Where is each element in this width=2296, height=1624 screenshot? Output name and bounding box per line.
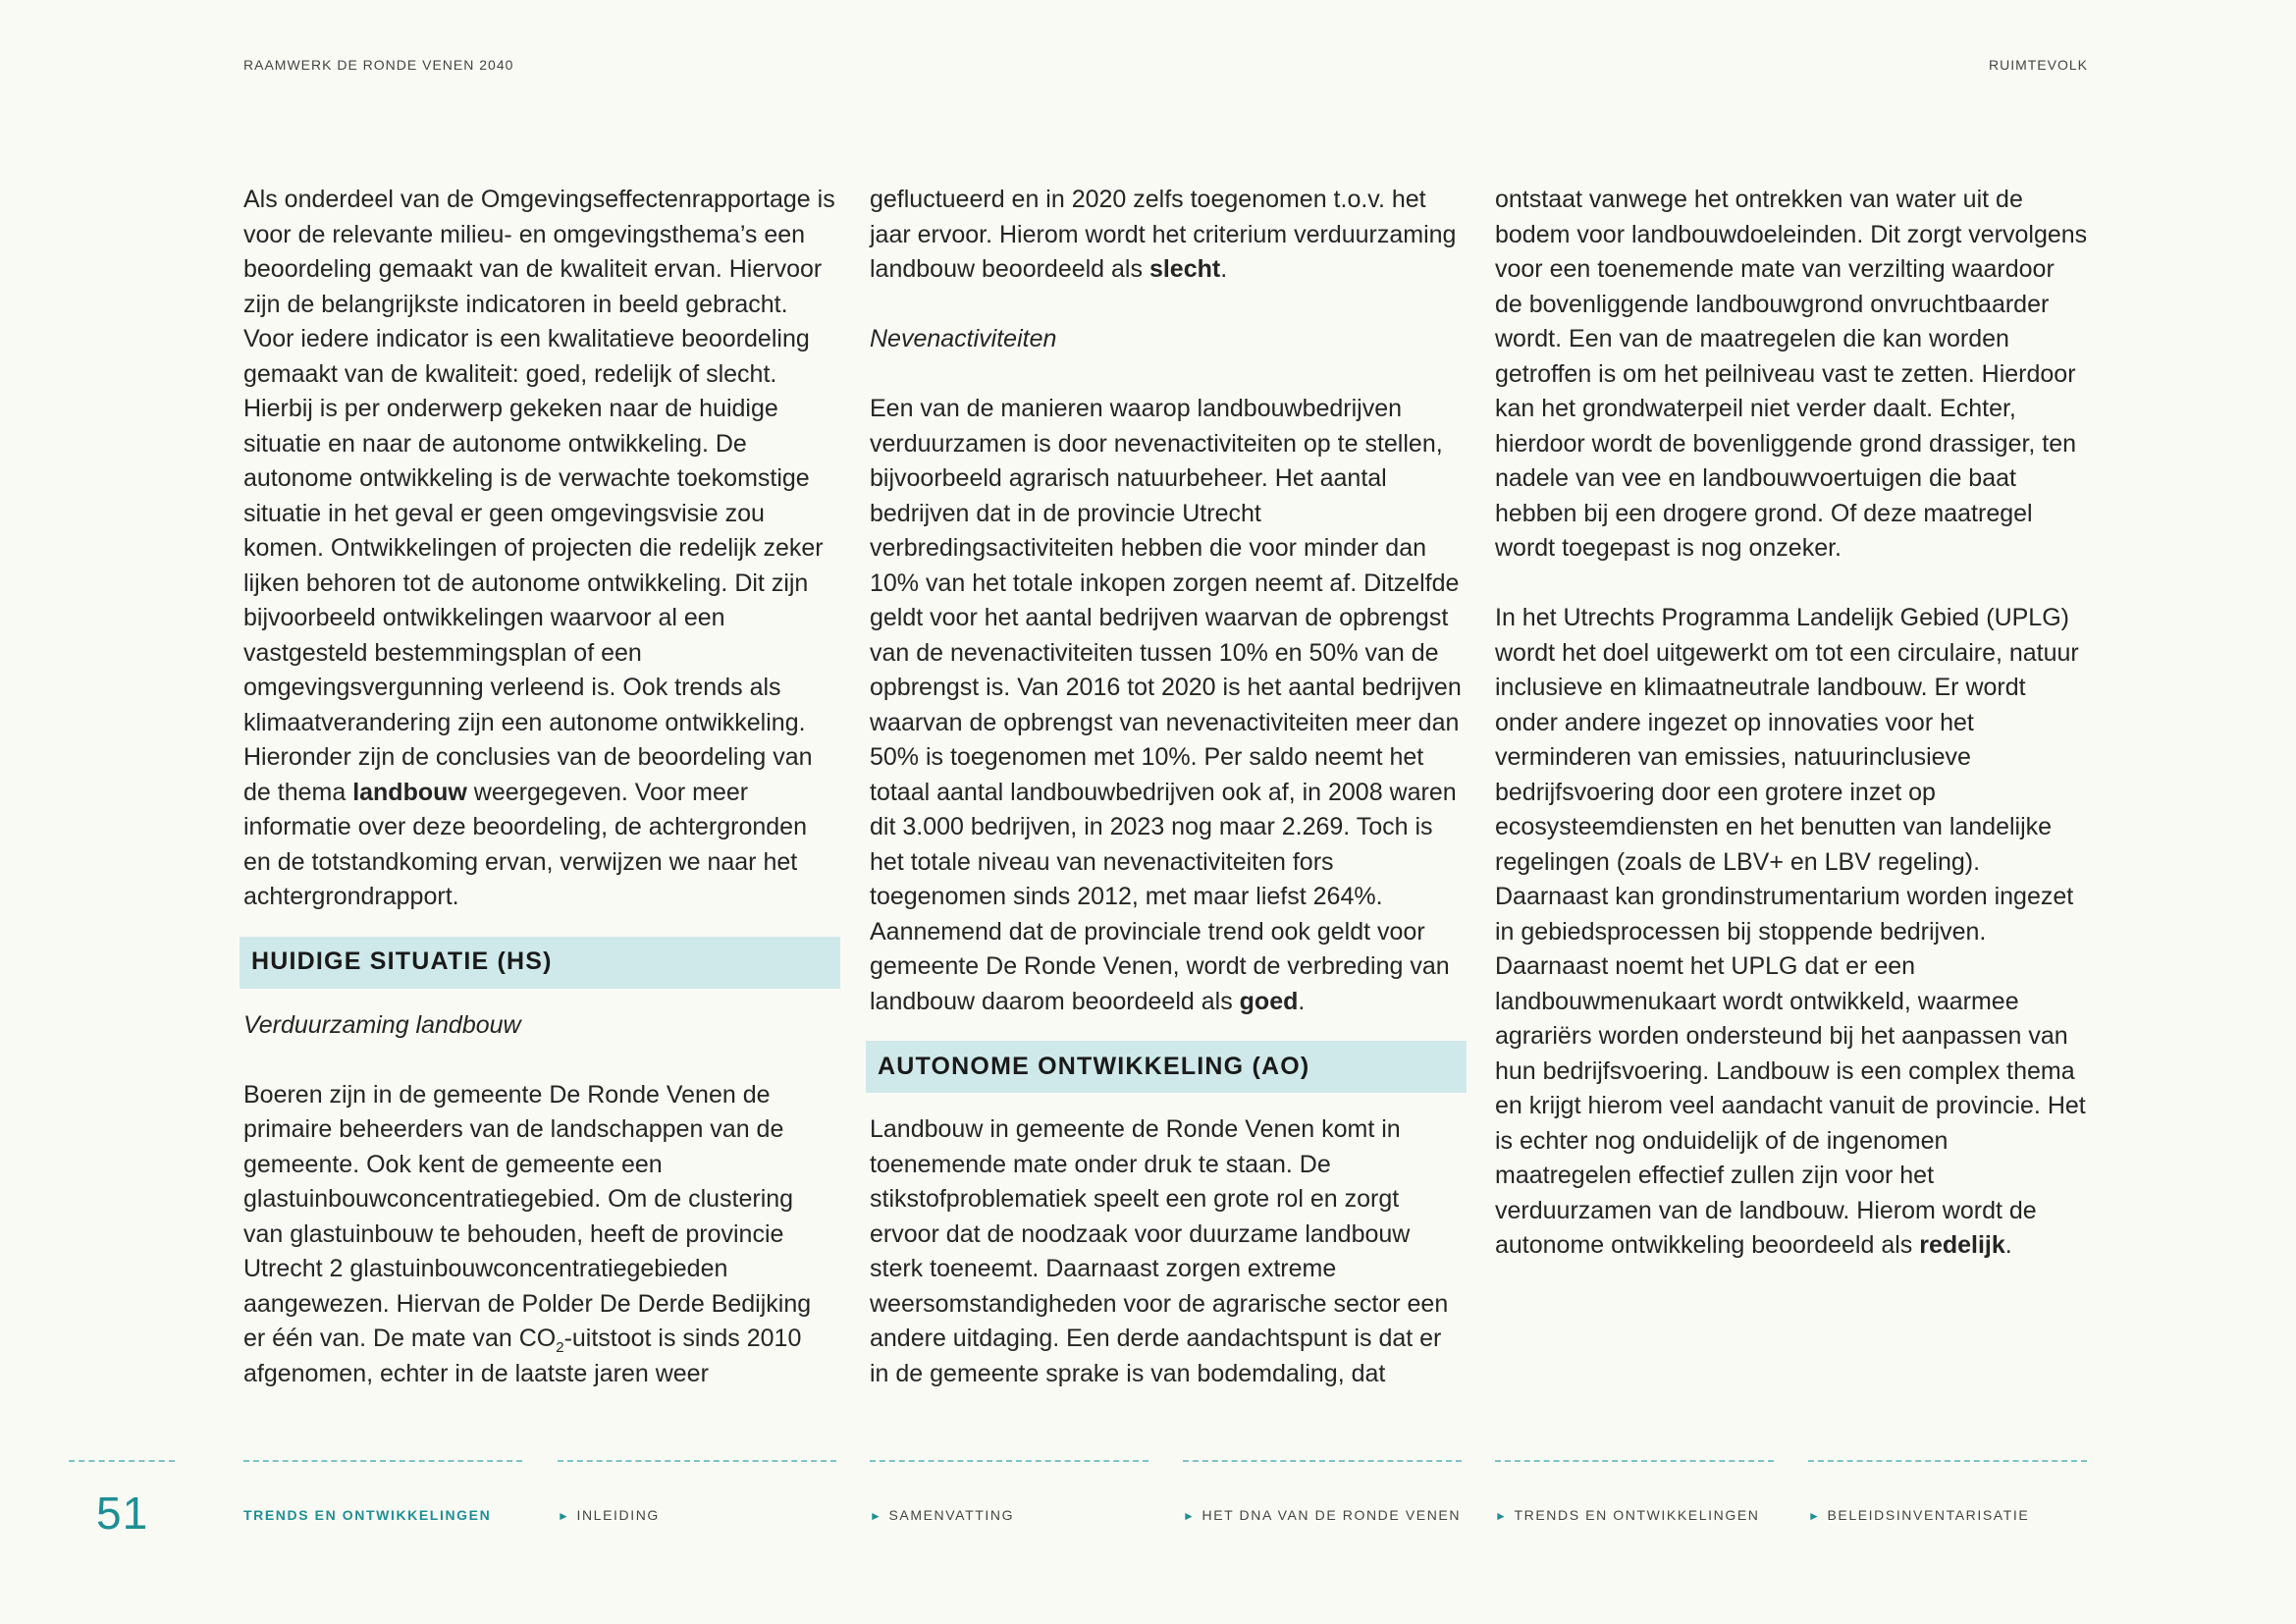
highlight-landbouw: landbouw <box>352 778 467 806</box>
paragraph-landbouw-druk: Landbouw in gemeente de Ronde Venen komt in toenemende mate onder druk te staan. De stikstofproblematiek speelt een grote rol en zorgt ervoor dat de noodzaak voor duurzame landbouw sterk toeneemt. Daarnaast zorgen extreme weersomstandigheden voor de agrarische sector een andere uitdaging. Een derde aandachtspunt is dat er in de gemeente sprake is van bodemdaling, dat <box>870 1115 1449 1387</box>
footer-divider <box>870 1460 1148 1462</box>
nav-link-inleiding[interactable]: ► INLEIDING <box>558 1507 660 1523</box>
arrow-right-icon: ► <box>1495 1509 1509 1523</box>
subscript-2: 2 <box>556 1339 564 1356</box>
paragraph-boeren: Boeren zijn in de gemeente De Ronde Venen de primaire beheerders van de landschappen van de gemeente. Ook kent de gemeente een glastuinbouwconcentratiegebied. Om de clustering van glastuinbouw te behouden, heeft de provincie Utrecht 2 glastuinbouwconcentratiegebieden aangewezen. Hiervan de Polder De Derde Bedijking er één van. De mate van $CO_2$-uitstoot is sinds 2010 afgenomen, echter in de laatste jaren weer <box>243 1080 812 1387</box>
text-column-3 <box>1495 183 2088 1264</box>
paragraph-co2-continued: gefluctueerd en in 2020 zelfs toegenomen t.o.v. het jaar ervoor. Hierom wordt het criterium verduurzaming landbouw beoordeeld als slecht. <box>870 186 1457 283</box>
subheading-verduurzaming: Verduurzaming landbouw <box>243 1010 521 1039</box>
current-section-label: TRENDS EN ONTWIKKELINGEN <box>243 1507 492 1523</box>
page-number: 51 <box>96 1488 149 1539</box>
footer-divider <box>1495 1460 1774 1462</box>
footer-divider <box>243 1460 522 1462</box>
rating-slecht: slecht <box>1148 255 1221 283</box>
intro-paragraph: Als onderdeel van de Omgevingseffectenrapportage is voor de relevante milieu- en omgevingsthema’s een beoordeling gemaakt van de kwaliteit ervan. Hiervoor zijn de belangrijkste indicatoren in beeld gebracht. Voor iedere indicator is een kwalitatieve beoordeling gemaakt van de kwaliteit: goed, redelijk of slecht. Hierbij is per onderwerp gekeken naar de huidige situatie en naar de autonome ontwikkeling. De autonome ontwikkeling is de verwachte toekomstige situatie in het geval er geen omgevingsvisie zou komen. Ontwikkelingen of projecten die redelijk zeker lijken behoren tot de autonome ontwikkeling. Dit zijn bijvoorbeeld ontwikkelingen waarvoor al een vastgesteld bestemmingsplan of een omgevingsvergunning verleend is. Ook trends als klimaatverandering zijn een autonome ontwikkeling. Hieronder zijn de conclusies van de beoordeling van de thema landbouw weergegeven. Voor meer informatie over deze beoordeling, de achtergronden en de totstandkoming ervan, verwijzen we naar het achtergrondrapport. <box>243 186 835 910</box>
paragraph-bodemdaling: ontstaat vanwege het ontrekken van water uit de bodem voor landbouwdoeleinden. Dit zorgt vervolgens voor een toenemende mate van verzilting waardoor de bovenliggende landbouwgrond onvruchtbaarder wordt. Een van de maatregelen die kan worden getroffen is om het peilniveau vast te zetten. Hierdoor kan het grondwaterpeil niet verder daalt. Echter, hierdoor wordt de bovenliggende grond drassiger, ten nadele van vee en landbouwvoertuigen die baat hebben bij een drogere grond. Of deze maatregel wordt toegepast is nog onzeker. <box>1495 186 2088 562</box>
nav-link-dna[interactable]: ► HET DNA VAN DE RONDE VENEN <box>1183 1507 1462 1523</box>
arrow-right-icon: ► <box>558 1509 571 1523</box>
text-column-1 <box>243 183 836 1391</box>
nav-link-samenvatting[interactable]: ► SAMENVATTING <box>870 1507 1015 1523</box>
arrow-right-icon: ► <box>1183 1509 1197 1523</box>
footer-divider <box>1808 1460 2087 1462</box>
section-heading-current-situation: HUIDIGE SITUATIE (HS) <box>240 937 840 989</box>
footer-divider <box>69 1460 175 1462</box>
rating-goed: goed <box>1239 987 1299 1015</box>
arrow-right-icon: ► <box>870 1509 883 1523</box>
subheading-nevenactiviteiten: Nevenactiviteiten <box>870 325 1057 352</box>
running-header-publisher: RUIMTEVOLK <box>1988 57 2088 73</box>
section-heading-autonomous-development: AUTONOME ONTWIKKELING (AO) <box>866 1041 1467 1093</box>
running-header-title: RAAMWERK DE RONDE VENEN 2040 <box>243 57 514 73</box>
footer-divider <box>1183 1460 1462 1462</box>
arrow-right-icon: ► <box>1808 1509 1822 1523</box>
rating-redelijk: redelijk <box>1919 1231 2005 1259</box>
paragraph-uplg: In het Utrechts Programma Landelijk Gebied (UPLG) wordt het doel uitgewerkt om tot een circulaire, natuur inclusieve en klimaatneutrale landbouw. Er wordt onder andere ingezet op innovaties voor het verminderen van emissies, natuurinclusieve bedrijfsvoering door een grotere inzet op ecosysteemdiensten en het benutten van landelijke regelingen (zoals de LBV+ en LBV regeling). Daarnaast kan grondinstrumentarium worden ingezet in gebiedsprocessen bij stoppende bedrijven. Daarnaast noemt het UPLG dat er een landbouwmenukaart wordt ontwikkeld, waarmee agrariërs worden ondersteund bij het aanpassen van hun bedrijfsvoering. Landbouw is een complex thema en krijgt hierom veel aandacht vanuit de provincie. Het is echter nog onduidelijk of de ingenomen maatregelen effectief zullen zijn voor het verduurzamen van de landbouw. Hierom wordt de autonome ontwikkeling beoordeeld als redelijk. <box>1495 604 2086 1259</box>
text-column-2 <box>870 183 1463 1391</box>
footer-divider <box>558 1460 836 1462</box>
nav-link-beleidsinventarisatie[interactable]: ► BELEIDSINVENTARISATIE <box>1808 1507 2030 1523</box>
paragraph-nevenactiviteiten: Een van de manieren waarop landbouwbedrijven verduurzamen is door nevenactiviteiten op te stellen, bijvoorbeeld agrarisch natuurbeheer. Het aantal bedrijven dat in de provincie Utrecht verbredingsactiviteiten hebben die voor minder dan 10% van het totale inkopen zorgen neemt af. Ditzelfde geldt voor het aantal bedrijven waarvan de opbrengst van de nevenactiviteiten tussen 10% en 50% van de opbrengst is. Van 2016 tot 2020 is het aantal bedrijven waarvan de opbrengst van nevenactiviteiten meer dan 50% is toegenomen met 10%. Per saldo neemt het totaal aantal landbouwbedrijven ook af, in 2008 waren dit 3.000 bedrijven, in 2023 nog maar 2.269. Toch is het totale niveau van nevenactiviteiten fors toegenomen sinds 2012, met maar liefst 264%. Aannemend dat de provinciale trend ook geldt voor gemeente De Ronde Venen, wordt de verbreding van landbouw daarom beoordeeld als goed. <box>870 395 1462 1015</box>
nav-link-trends[interactable]: ► TRENDS EN ONTWIKKELINGEN <box>1495 1507 1760 1523</box>
